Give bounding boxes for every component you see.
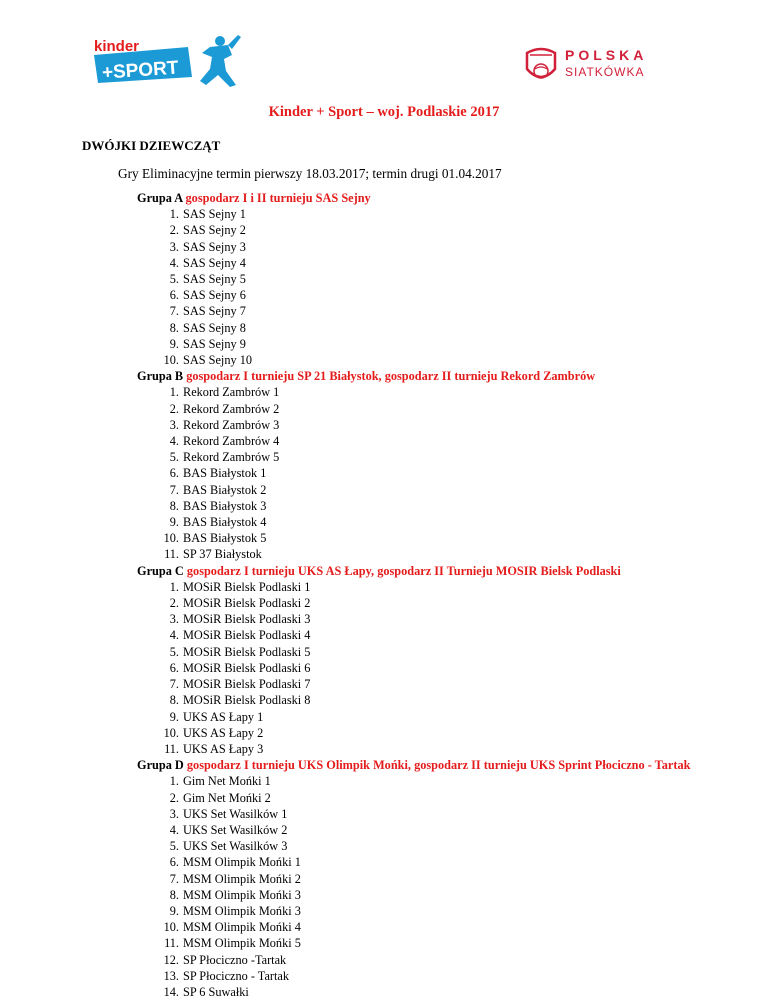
- team-number: 12.: [163, 952, 179, 967]
- group-host: gospodarz I turnieju UKS Olimpik Mońki, gospodarz II turnieju UKS Sprint Płociczno - Tartak: [186, 758, 691, 773]
- siatkowka-wordmark: SIATKÓWKA: [565, 65, 645, 79]
- team-name: SP Płociczno - Tartak: [183, 968, 290, 983]
- team-list-item: [137, 790, 697, 806]
- team-number: 7.: [169, 482, 179, 497]
- team-list-item: [137, 984, 697, 1000]
- team-name: Rekord Zambrów 2: [183, 401, 280, 416]
- team-name: MSM Olimpik Mońki 2: [183, 871, 301, 886]
- team-list-item: [137, 644, 697, 660]
- team-name: BAS Białystok 5: [183, 531, 267, 546]
- group-label: Grupa D: [137, 758, 184, 773]
- team-name: MOSiR Bielsk Podlaski 2: [183, 596, 311, 611]
- team-number: 5.: [169, 644, 179, 659]
- team-list-item: [137, 336, 697, 352]
- group-label: Grupa B: [137, 369, 184, 384]
- team-list-item: [137, 903, 697, 919]
- team-list-item: [137, 627, 697, 643]
- team-name: MOSiR Bielsk Podlaski 4: [183, 628, 311, 643]
- team-list-item: [137, 741, 697, 757]
- team-number: 9.: [169, 336, 179, 351]
- team-number: 10.: [163, 353, 179, 368]
- team-name: MSM Olimpik Mońki 5: [183, 936, 301, 951]
- team-list-item: [137, 239, 697, 255]
- team-name: BAS Białystok 1: [183, 466, 267, 481]
- team-number: 4.: [169, 255, 179, 270]
- team-number: 10.: [163, 725, 179, 740]
- team-number: 2.: [169, 790, 179, 805]
- team-name: SAS Sejny 6: [183, 288, 246, 303]
- team-list-item: [137, 320, 697, 336]
- group-c: [137, 563, 697, 757]
- team-number: 5.: [169, 450, 179, 465]
- team-list-item: [137, 887, 697, 903]
- team-number: 4.: [169, 822, 179, 837]
- team-list-item: [137, 871, 697, 887]
- team-name: SAS Sejny 1: [183, 207, 246, 222]
- team-number: 6.: [169, 288, 179, 303]
- team-list-item: [137, 401, 697, 417]
- team-number: 3.: [169, 806, 179, 821]
- group-header: [137, 757, 697, 773]
- team-list-item: [137, 222, 697, 238]
- team-name: SAS Sejny 5: [183, 272, 246, 287]
- team-list-item: [137, 660, 697, 676]
- team-name: UKS AS Łapy 1: [183, 709, 264, 724]
- polska-siatkowka-logo: [521, 45, 681, 85]
- team-name: UKS Set Wasilków 3: [183, 839, 288, 854]
- team-name: UKS Set Wasilków 1: [183, 806, 288, 821]
- team-list-item: [137, 676, 697, 692]
- team-name: BAS Białystok 3: [183, 498, 267, 513]
- group-host: gospodarz I turnieju SP 21 Białystok, gospodarz II turnieju Rekord Zambrów: [186, 369, 596, 384]
- group-a: [137, 190, 697, 368]
- volleyball-icon: [521, 45, 561, 85]
- team-list-item: [137, 417, 697, 433]
- group-label: Grupa A: [137, 191, 183, 205]
- team-number: 5.: [169, 272, 179, 287]
- team-number: 11.: [164, 547, 179, 562]
- team-list-item: [137, 482, 697, 498]
- team-number: 1.: [169, 207, 179, 222]
- team-list-item: [137, 595, 697, 611]
- team-number: 13.: [163, 968, 179, 983]
- team-list-item: [137, 206, 697, 222]
- group-b: [137, 368, 697, 562]
- team-number: 14.: [163, 984, 179, 999]
- team-name: MSM Olimpik Mońki 3: [183, 887, 301, 902]
- team-name: SAS Sejny 8: [183, 320, 246, 335]
- kinder-wordmark: kinder: [94, 38, 140, 55]
- team-number: 9.: [169, 709, 179, 724]
- team-name: MOSiR Bielsk Podlaski 5: [183, 644, 311, 659]
- team-number: 4.: [169, 434, 179, 449]
- team-name: MOSiR Bielsk Podlaski 6: [183, 660, 311, 675]
- team-name: SP 37 Białystok: [183, 547, 262, 562]
- team-number: 2.: [169, 223, 179, 238]
- group-header: [137, 368, 697, 384]
- team-list-item: [137, 709, 697, 725]
- team-list-item: [137, 433, 697, 449]
- group-d: [137, 757, 697, 1000]
- team-list-item: [137, 498, 697, 514]
- team-name: Rekord Zambrów 3: [183, 417, 280, 432]
- team-number: 11.: [164, 741, 179, 756]
- team-list-item: [137, 822, 697, 838]
- team-number: 5.: [169, 839, 179, 854]
- team-number: 9.: [169, 515, 179, 530]
- team-name: MSM Olimpik Mońki 3: [183, 903, 301, 918]
- team-name: Gim Net Mońki 1: [183, 774, 271, 789]
- team-name: SAS Sejny 2: [183, 223, 246, 238]
- team-name: UKS Set Wasilków 2: [183, 822, 288, 837]
- team-number: 4.: [169, 628, 179, 643]
- team-list-item: [137, 773, 697, 789]
- team-number: 3.: [169, 239, 179, 254]
- team-name: MOSiR Bielsk Podlaski 1: [183, 579, 311, 594]
- team-number: 8.: [169, 498, 179, 513]
- team-list-item: [137, 919, 697, 935]
- team-number: 10.: [163, 920, 179, 935]
- team-list-item: [137, 271, 697, 287]
- team-name: Gim Net Mońki 2: [183, 790, 271, 805]
- kinder-sport-logo: [92, 33, 242, 89]
- team-number: 11.: [164, 936, 179, 951]
- team-name: UKS AS Łapy 3: [183, 741, 264, 756]
- team-list-item: [137, 854, 697, 870]
- team-name: MSM Olimpik Mońki 1: [183, 855, 301, 870]
- team-name: MOSiR Bielsk Podlaski 7: [183, 677, 311, 692]
- team-number: 10.: [163, 531, 179, 546]
- team-number: 8.: [169, 693, 179, 708]
- team-number: 2.: [169, 596, 179, 611]
- team-name: SP Płociczno -Tartak: [183, 952, 287, 967]
- team-name: SAS Sejny 4: [183, 255, 246, 270]
- team-number: 7.: [169, 304, 179, 319]
- team-number: 1.: [169, 579, 179, 594]
- team-name: SP 6 Suwałki: [183, 984, 249, 999]
- team-name: Rekord Zambrów 5: [183, 450, 280, 465]
- team-list-item: [137, 692, 697, 708]
- team-list-item: [137, 546, 697, 562]
- team-number: 6.: [169, 855, 179, 870]
- group-header: [137, 190, 697, 206]
- team-number: 8.: [169, 320, 179, 335]
- polska-wordmark: POLSKA: [565, 47, 648, 63]
- team-list-item: [137, 514, 697, 530]
- team-name: BAS Białystok 4: [183, 515, 267, 530]
- team-list-item: [137, 725, 697, 741]
- kinder-sport-logo-graphic: [92, 33, 242, 89]
- group-label: Grupa C: [137, 563, 184, 578]
- team-name: UKS AS Łapy 2: [183, 725, 264, 740]
- team-list-item: [137, 287, 697, 303]
- group-host: gospodarz I turnieju UKS AS Łapy, gospodarz II Turnieju MOSIR Bielsk Podlaski: [186, 563, 621, 578]
- groups-list: [137, 190, 697, 1000]
- team-list-item: [137, 255, 697, 271]
- team-name: MOSiR Bielsk Podlaski 8: [183, 693, 311, 708]
- document-title: Kinder + Sport – woj. Podlaskie 2017: [268, 104, 500, 120]
- team-name: MSM Olimpik Mońki 4: [183, 920, 301, 935]
- team-list-item: [137, 352, 697, 368]
- team-name: SAS Sejny 10: [183, 353, 253, 368]
- team-list-item: [137, 579, 697, 595]
- team-name: SAS Sejny 3: [183, 239, 246, 254]
- team-list-item: [137, 465, 697, 481]
- team-number: 6.: [169, 466, 179, 481]
- team-list-item: [137, 303, 697, 319]
- team-list-item: [137, 952, 697, 968]
- team-list-item: [137, 806, 697, 822]
- team-number: 6.: [169, 660, 179, 675]
- team-number: 9.: [169, 903, 179, 918]
- team-number: 8.: [169, 887, 179, 902]
- group-header: [137, 563, 697, 579]
- team-number: 3.: [169, 417, 179, 432]
- team-list-item: [137, 838, 697, 854]
- team-list-item: [137, 530, 697, 546]
- sport-wordmark: +SPORT: [101, 57, 180, 84]
- team-name: MOSiR Bielsk Podlaski 3: [183, 612, 311, 627]
- team-name: Rekord Zambrów 4: [183, 434, 280, 449]
- team-number: 2.: [169, 401, 179, 416]
- team-list-item: [137, 449, 697, 465]
- group-host: gospodarz I i II turnieju SAS Sejny: [185, 191, 371, 205]
- team-name: SAS Sejny 9: [183, 336, 246, 351]
- team-list-item: [137, 935, 697, 951]
- team-name: BAS Białystok 2: [183, 482, 267, 497]
- team-list-item: [137, 611, 697, 627]
- team-number: 1.: [169, 385, 179, 400]
- schedule-subtitle: Gry Eliminacyjne termin pierwszy 18.03.2017; termin drugi 01.04.2017: [118, 166, 502, 181]
- team-name: Rekord Zambrów 1: [183, 385, 280, 400]
- team-list-item: [137, 968, 697, 984]
- section-title: DWÓJKI DZIEWCZĄT: [82, 138, 221, 153]
- team-number: 7.: [169, 677, 179, 692]
- team-number: 1.: [169, 774, 179, 789]
- team-list-item: [137, 384, 697, 400]
- team-number: 7.: [169, 871, 179, 886]
- team-number: 3.: [169, 612, 179, 627]
- team-name: SAS Sejny 7: [183, 304, 246, 319]
